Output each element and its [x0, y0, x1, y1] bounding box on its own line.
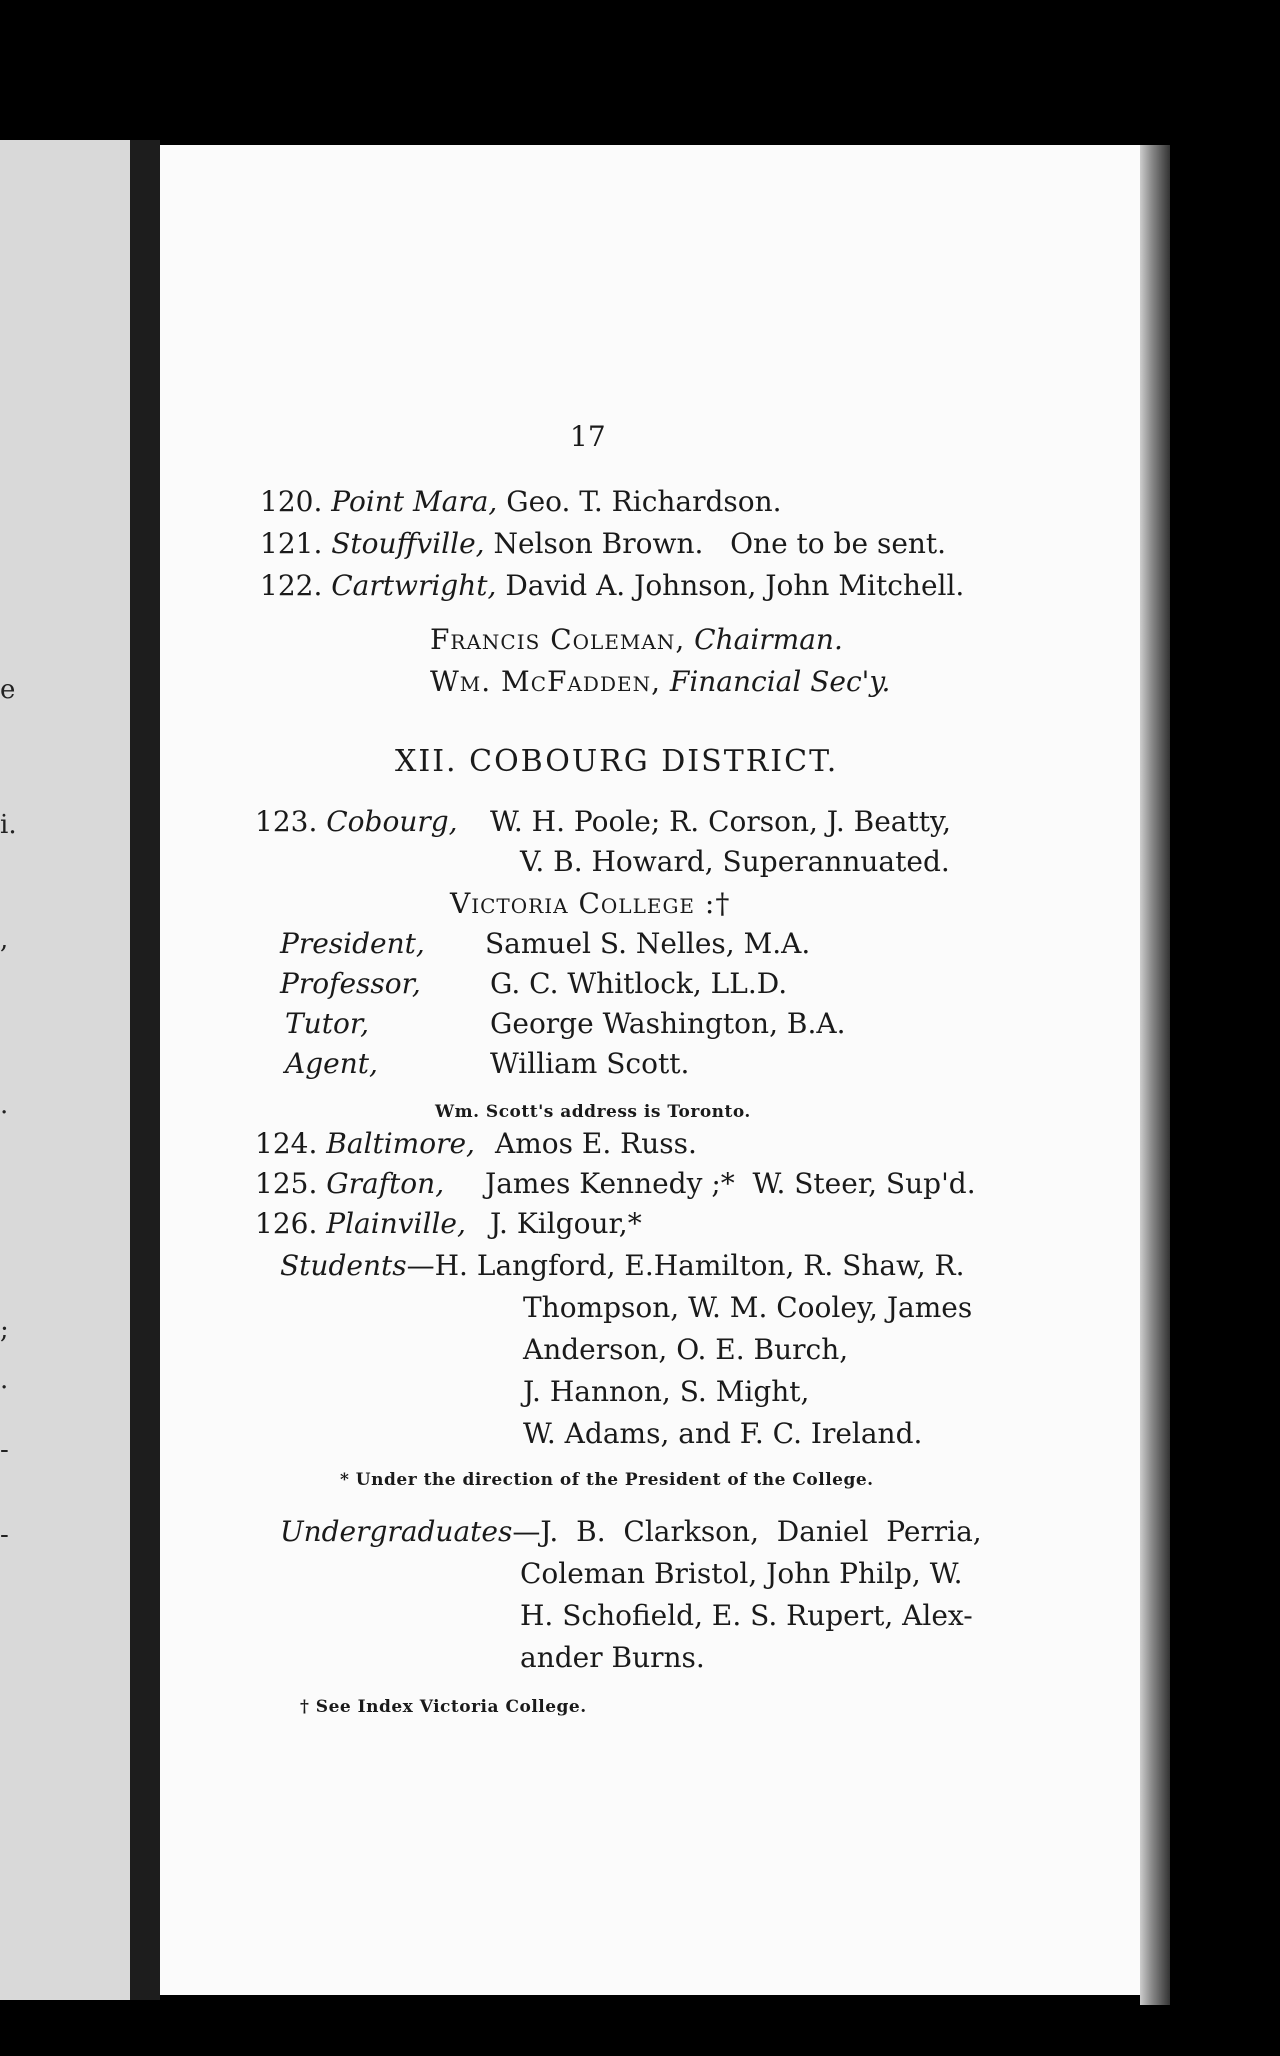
staff-title: Tutor, [285, 1007, 370, 1040]
undergraduates-names: Coleman Bristol, John Philp, W. [520, 1557, 963, 1590]
left-fragment: i. [0, 810, 17, 840]
entry-names: Geo. T. Richardson. [506, 485, 782, 518]
entry-place: Baltimore, [326, 1127, 475, 1160]
entry-names: W. H. Poole; R. Corson, J. Beatty, [490, 805, 951, 838]
left-fragment: , [0, 925, 9, 955]
entry-row [255, 1167, 444, 1201]
entry-names: James Kennedy ;* W. Steer, Sup'd. [485, 1167, 976, 1200]
staff-name: Samuel S. Nelles, M.A. [485, 927, 811, 960]
entry-number: 124. [255, 1127, 318, 1160]
entry-place: Cobourg, [326, 805, 458, 838]
book-page [160, 145, 1140, 1995]
students-names: Thompson, W. M. Cooley, James [523, 1291, 973, 1324]
left-fragment: . [0, 1090, 9, 1120]
entry-place: Stouffville, [331, 527, 485, 560]
students-names: Anderson, O. E. Burch, [523, 1333, 849, 1366]
college-heading: Victoria College :† [450, 887, 731, 920]
staff-name: G. C. Whitlock, LL.D. [490, 967, 788, 1000]
staff-title: Professor, [280, 967, 421, 1000]
entry-number: 123. [255, 805, 318, 838]
entry-row [255, 1127, 475, 1161]
students-names: W. Adams, and F. C. Ireland. [523, 1417, 923, 1450]
entry-row [260, 569, 964, 603]
undergraduates-names: —J. B. Clarkson, Daniel Perria, [512, 1515, 982, 1548]
left-fragment: . [0, 1365, 9, 1395]
scan-border-top [0, 100, 1280, 145]
entry-number: 126. [255, 1207, 318, 1240]
staff-name: William Scott. [490, 1047, 690, 1080]
officer-name: Francis Coleman, [430, 623, 686, 656]
staff-name: George Washington, B.A. [490, 1007, 846, 1040]
entry-row [255, 805, 458, 839]
officer-name: Wm. McFadden, [430, 665, 661, 698]
entry-place: Plainville, [326, 1207, 466, 1240]
officer-line [430, 665, 890, 699]
students-line [280, 1249, 965, 1283]
students-names: —H. Langford, E.Hamilton, R. Shaw, R. [406, 1249, 965, 1282]
entry-row [260, 527, 946, 561]
entry-names: J. Kilgour,* [490, 1207, 642, 1240]
left-fragment: e [0, 675, 16, 705]
entry-number: 122. [260, 569, 323, 602]
entry-row [260, 485, 782, 519]
undergraduates-line [280, 1515, 982, 1549]
entry-row [255, 1207, 466, 1241]
footnote: † See Index Victoria College. [300, 1697, 587, 1717]
book-gutter [130, 140, 160, 2000]
undergraduates-names: H. Schofield, E. S. Rupert, Alex- [520, 1599, 973, 1632]
entry-place: Cartwright, [331, 569, 497, 602]
entry-number: 121. [260, 527, 323, 560]
left-page-fragment [0, 140, 130, 2000]
entry-names: V. B. Howard, Superannuated. [520, 845, 950, 878]
students-note: * Under the direction of the President of the College. [340, 1470, 874, 1490]
staff-title: President, [280, 927, 425, 960]
entry-names: Nelson Brown. One to be sent. [493, 527, 947, 560]
officer-role: Chairman. [694, 623, 843, 656]
entry-place: Point Mara, [331, 485, 498, 518]
staff-title: Agent, [285, 1047, 378, 1080]
page-edge [1140, 145, 1170, 2005]
undergraduates-label: Undergraduates [280, 1515, 513, 1548]
entry-number: 120. [260, 485, 323, 518]
page-number: 17 [570, 420, 606, 453]
officer-role: Financial Sec'y. [669, 665, 891, 698]
entry-place: Grafton, [326, 1167, 445, 1200]
scott-note: Wm. Scott's address is Toronto. [435, 1102, 751, 1122]
students-label: Students [280, 1249, 407, 1282]
entry-names: David A. Johnson, John Mitchell. [505, 569, 965, 602]
entry-names: Amos E. Russ. [495, 1127, 697, 1160]
officer-line [430, 623, 843, 657]
students-names: J. Hannon, S. Might, [523, 1375, 810, 1408]
left-fragment: - [0, 1520, 9, 1550]
district-heading: XII. COBOURG DISTRICT. [395, 744, 839, 779]
entry-number: 125. [255, 1167, 318, 1200]
left-fragment: - [0, 1435, 9, 1465]
left-fragment: ; [0, 1315, 9, 1345]
undergraduates-names: ander Burns. [520, 1641, 705, 1674]
